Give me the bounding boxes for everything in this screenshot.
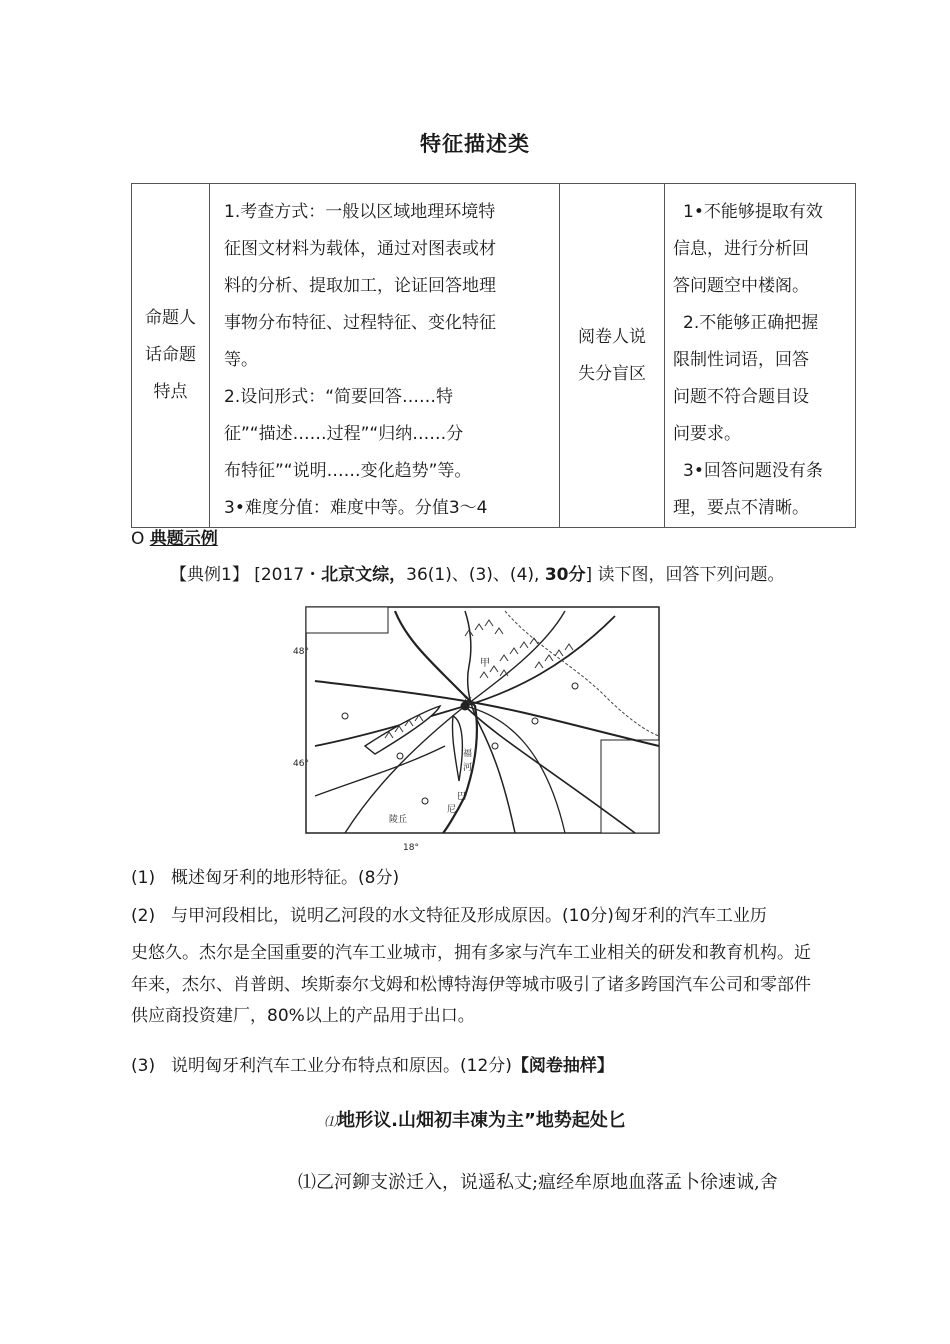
example-source-mid: 36(1)、(3)、(4), — [406, 565, 540, 585]
question-1 — [131, 862, 399, 894]
method-line: 3•难度分值：难度中等。分值3〜4 — [224, 498, 488, 518]
left-header-line: 特点 — [153, 382, 188, 402]
section-heading — [131, 524, 218, 549]
sample-heading: 【阅卷抽样】 — [511, 1056, 614, 1076]
question-number: (3) — [131, 1056, 156, 1076]
lon-label-bottom: 18° — [403, 843, 419, 853]
example-heading — [170, 560, 785, 585]
example-source-bold: 北京文综， — [321, 565, 407, 585]
pitfall-line: 限制性词语，回答 — [673, 350, 809, 370]
label-jia: 甲 — [480, 658, 490, 669]
answer-prefix: ⑴ — [324, 1115, 338, 1130]
label-ni: 尼 — [447, 805, 457, 815]
pitfall-line: 1•不能够提取有效 — [683, 202, 823, 222]
method-line: 2.设问形式：“简要回答……特 — [224, 387, 454, 407]
paragraph-line: 供应商投资建厂，80%以上的产品用于出口。 — [131, 1006, 475, 1026]
question-number: (2) — [131, 906, 156, 926]
hungary-map — [293, 606, 660, 853]
pitfall-line: 问题不符合题目设 — [673, 387, 809, 407]
question-text: 与甲河段相比，说明乙河段的水文特征及形成原因。(10分)匈牙利的汽车工业历 — [171, 906, 767, 926]
example-tag: 【典例1】 — [170, 565, 249, 585]
left-header-line: 话命题 — [145, 345, 196, 365]
lat-label-bottom: 46° — [293, 759, 309, 769]
example-score: 30分 — [544, 565, 586, 585]
answer-sample-title — [0, 1106, 950, 1132]
method-line: 事物分布特征、过程特征、变化特征 — [224, 313, 496, 333]
method-line: 布特征”“说明……变化趋势”等。 — [224, 461, 472, 481]
question-2 — [131, 900, 767, 932]
answer-title-text: 地形议.山畑初丰凍为主”地势起处匕 — [337, 1110, 626, 1131]
pitfall-line: 2.不能够正确把握 — [683, 313, 819, 333]
paragraph-line: 年来，杰尔、肖普朗、埃斯泰尔戈姆和松博特海伊等城市吸引了诸多跨国汽车公司和零部件 — [131, 974, 811, 995]
label-city: 陵丘 — [389, 815, 408, 825]
section-label: 典题示例 — [149, 529, 218, 549]
background-paragraph — [131, 938, 821, 1033]
method-line: 征图文材料为载体，通过对图表或材 — [224, 239, 496, 259]
page-title: 特征描述类 — [420, 132, 530, 156]
pitfall-cell — [665, 184, 856, 528]
method-line: 料的分析、提取加工，论证回答地理 — [224, 276, 496, 296]
section-marker: O — [131, 529, 145, 549]
pitfall-line: 信息，进行分析回 — [673, 239, 809, 259]
right-header-line: 阅卷人说 — [578, 326, 646, 347]
question-text: 说明匈牙利汽车工业分布特点和原因。(12分) — [171, 1056, 512, 1076]
question-text: 概述匈牙利的地形特征。(8分) — [171, 868, 400, 888]
left-header-cell — [132, 184, 210, 528]
pitfall-line: 答问题空中楼阁。 — [673, 276, 809, 296]
label-bu: 布 — [463, 697, 473, 707]
label-ba: 巴 — [457, 792, 467, 802]
method-line: 等。 — [224, 350, 258, 370]
example-prompt: 读下图，回答下列问题。 — [597, 565, 785, 585]
label-river-fu: 福 — [463, 749, 473, 759]
pitfall-line: 问要求。 — [673, 424, 741, 444]
pitfall-line: 3•回答问题没有条 — [683, 461, 823, 481]
question-3 — [131, 1050, 614, 1082]
label-river-he: 河 — [463, 763, 473, 773]
example-source-close: ] — [585, 565, 593, 585]
right-header-cell — [560, 184, 665, 528]
pitfall-line: 理，要点不清晰。 — [673, 498, 809, 518]
right-header-line: 失分盲区 — [578, 363, 646, 384]
left-header-line: 命题人 — [145, 308, 196, 328]
answer-sample-line: ⑴乙河鉚支淤迁入，说遥私丈;瘟经牟原地血落孟卜徐速诚,舍 — [298, 1172, 778, 1193]
method-line: 1.考查方式：一般以区域地理环境特 — [224, 202, 496, 222]
feature-table — [131, 183, 856, 528]
question-number: (1) — [131, 868, 156, 888]
example-source-open: [2017・ — [254, 565, 322, 585]
lat-label-top: 48° — [293, 647, 309, 657]
paragraph-line: 史悠久。杰尔是全国重要的汽车工业城市，拥有多家与汽车工业相关的研发和教育机构。近 — [131, 943, 811, 963]
method-cell — [210, 184, 560, 528]
method-line: 征”“描述……过程”“归纳……分 — [224, 424, 464, 444]
